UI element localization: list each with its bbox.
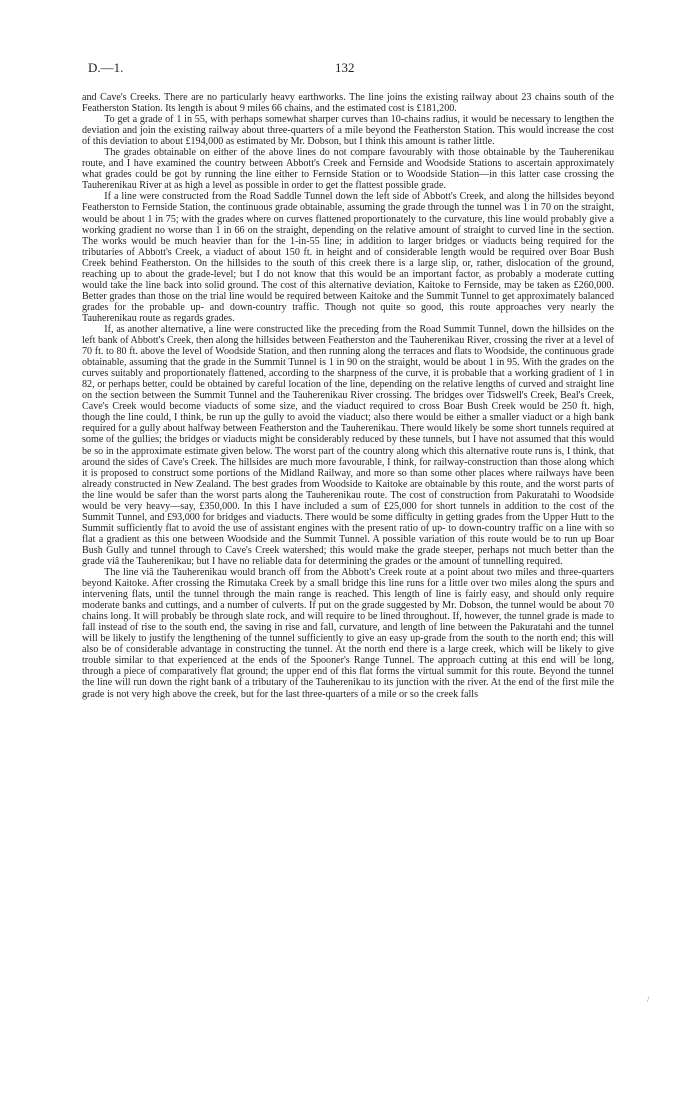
document-reference: D.—1. <box>88 60 124 75</box>
paragraph: The line viâ the Tauherenikau would branch off from the Abbott's Creek route at a point about two miles and three-quarters beyond Kaitoke. After crossing the Rimutaka Creek by a small bridge this line runs for a little over two miles along the spurs and intervening flats, until the tunnel through the main range is reached. This length of line is fairly easy, and should only require moderate banks and cuttings, and a number of culverts. If put on the grade suggested by Mr. Dobson, the tunnel would be about 70 chains long. It will probably be through slate rock, and will require to be lined throughout. If, however, the tunnel grade is made to fall instead of rise to the south end, the saving in rise and fall, curvature, and length of line between the Pakuratahi and the tunnel will be likely to justify the lengthening of the tunnel sufficiently to give an easy up-grade from the south to the north end; this will also be of considerable advantage in constructing the tunnel. At the north end there is a large creek, which will be likely to give trouble similar to that experienced at the ends of the Spooner's Range Tunnel. The approach cutting at this end will be long, through a piece of comparatively flat ground; the upper end of this flat forms the virtual summit for this route. Beyond the tunnel the line will run down the right bank of a tributary of the Tauherenikau to its junction with the river. At the end of the first mile the grade is not very high above the creek, but for the last three-quarters of a mile or so the creek falls <box>82 567 614 700</box>
body-text <box>82 92 614 700</box>
paragraph: If, as another alternative, a line were constructed like the preceding from the Road Summit Tunnel, down the hillsides on the left bank of Abbott's Creek, then along the hillsides between Featherston and the Tauherenikau River, crossing the river at a level of 70 ft. to 80 ft. above the level of Woodside Station, and then running along the terraces and flats to Woodside, the continuous grade obtainable, assuming that the grade in the Summit Tunnel is 1 in 90 on the straight, would be about 1 in 95. With the grades on the curves suitably and proportionately flattened, according to the sharpness of the curve, it is probable that a working gradient of 1 in 82, or perhaps better, could be obtained by careful location of the line, depending on the relative lengths of curved and straight line on the section between the Summit Tunnel and the Tauherenikau River crossing. The bridges over Tidswell's Creek, Beal's Creek, Cave's Creek would become viaducts of some size, and the viaduct required to cross Boar Bush Creek would be 250 ft. high, though the line could, I think, be run up the gully to avoid the viaduct; also there would be either a smaller viaduct or a high bank required for a gully about halfway between Featherston and the Tauherenikau. There would likely be some short tunnels required at some of the gullies; the bridges or viaducts might be considerably reduced by these tunnels, but I have not assumed that this would be so in the approximate estimate given below. The worst part of the country along which this alternative route runs is, I think, that around the sides of Cave's Creek. The hillsides are much more favourable, I think, for railway-construction than those along which it is proposed to construct some portions of the Midland Railway, and more so than some other places where railways have been already constructed in New Zealand. The best grades from Woodside to Kaitoke are obtainable by this route, and the worst parts of the line would be safer than the worst parts along the Tauherenikau route. The cost of construction from Pakuratahi to Woodside would be very heavy—say, £350,000. In this I have included a sum of £25,000 for short tunnels in addition to the cost of the Summit Tunnel, and £93,000 for bridges and viaducts. There would be some difficulty in getting grades from the Upper Hutt to the Summit sufficiently flat to avoid the use of assistant engines with the present ratio of up- to down-country traffic on a line with so flat a gradient as this one between Woodside and the Summit Tunnel. A possible variation of this route would be to run up Boar Bush Gully and tunnel through to Cave's Creek watershed; this would make the grade steeper, perhaps not much better than the grade viâ the Tauherenikau; but I have no reliable data for determining the grades or the amount of tunnelling required. <box>82 323 614 567</box>
paragraph: To get a grade of 1 in 55, with perhaps somewhat sharper curves than 10-chains radius, it would be necessary to lengthen the deviation and join the existing railway about three-quarters of a mile beyond the Featherston Station. This would increase the cost of this deviation to about £194,000 as estimated by Mr. Dobson, but I think this amount is rather little. <box>82 114 614 148</box>
page-header <box>88 60 613 76</box>
margin-mark: / <box>647 995 650 1004</box>
paragraph: and Cave's Creeks. There are no particularly heavy earthworks. The line joins the existing railway about 23 chains south of the Featherston Station. Its length is about 9 miles 66 chains, and the estimated cost is £181,200. <box>82 92 614 115</box>
page-number: 132 <box>335 60 355 75</box>
paragraph: The grades obtainable on either of the above lines do not compare favourably with those obtainable by the Tauherenikau route, and I have examined the country between Abbott's Creek and Fernside and Woodside Stations to ascertain approximately what grades could be got by running the line either to Fernside Station or to Woodside Station—in this latter case crossing the Tauherenikau River at as high a level as possible in order to get the flattest possible grade. <box>82 147 614 192</box>
paragraph: If a line were constructed from the Road Saddle Tunnel down the left side of Abbott's Creek, and along the hillsides beyond Featherston to Fernside Station, the continuous grade obtainable, assuming the grade through the tunnel was 1 in 70 on the straight, would be about 1 in 75; with the grades where on curves flattened proportionately to the curvature, this line would probably give a working gradient no worse than 1 in 66 on the straight, depending on the relative amount of straight to curved line in the section. The works would be much heavier than for the 1-in-55 line; in addition to larger bridges or viaducts being required for the tributaries of Abbott's Creek, a viaduct of about 150 ft. in height and of considerable length would be required over Boar Bush Creek behind Featherston. On the hillsides to the south of this creek there is a large slip, or, rather, dislocation of the ground, reaching up to about the grade-level; but I do not know that this would be an important factor, as probably a moderate cutting would take the line back into solid ground. The cost of this alternative deviation, Kaitoke to Fernside, may be taken as £260,000. Better grades than those on the trial line would be required between Kaitoke and the Summit Tunnel to get approximately balanced grades for the probable up- and down-country traffic. Though not quite so good, this route approaches very nearly the Tauherenikau route as regards grades. <box>82 191 614 324</box>
